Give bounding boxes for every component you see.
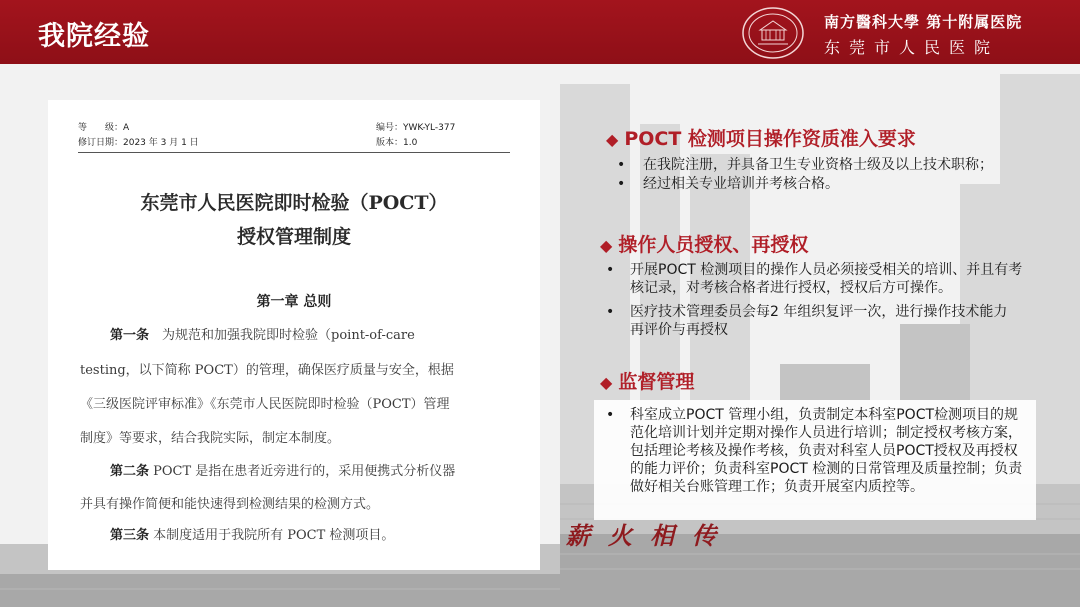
doc-body-line: testing，以下简称 POCT）的管理，确保医疗质量与安全，根据 bbox=[80, 363, 454, 378]
bullet-text: 科室成立POCT 管理小组，负责制定本科室POCT检测项目的规范化培训计划并定期对操作人员进行培训；制定授权考核方案，包括理论考核及操作考核，负责对科室人员POCT授权及再授权的能力评价；负责科室POCT 检测的日常管理及质量控制；负责做好相关台账管理工作；负责开展室内质控等。 bbox=[630, 407, 1023, 495]
hospital-name-line1: 南方醫科大學 第十附属医院 bbox=[824, 13, 1023, 31]
motto-calligraphy: 薪火相传 bbox=[566, 521, 734, 550]
bullet-dot-icon: • bbox=[606, 407, 615, 423]
page-title: 我院经验 bbox=[38, 21, 150, 52]
doc-body-line: 第三条 本制度适用于我院所有 POCT 检测项目。 bbox=[110, 528, 395, 543]
policy-document-image bbox=[48, 100, 540, 570]
section-heading-qualification: ◆ POCT 检测项目操作资质准入要求 bbox=[606, 128, 916, 150]
bullet-text: 医疗技术管理委员会每2 年组织复评一次，进行操作技术能力再评价与再授权 bbox=[630, 304, 1008, 338]
bullet-dot-icon: • bbox=[606, 262, 615, 278]
doc-title-line2: 授权管理制度 bbox=[236, 226, 351, 248]
doc-body-line: 制度》等要求，结合我院实际，制定本制度。 bbox=[80, 431, 341, 446]
doc-revision-date: 修订日期：2023 年 3 月 1 日 bbox=[78, 138, 199, 148]
bullet-dot-icon: • bbox=[606, 304, 615, 320]
diamond-icon: ◆ bbox=[600, 236, 613, 255]
header-bar bbox=[0, 0, 1080, 64]
doc-body-line: 第一条 为规范和加强我院即时检验（point-of-care bbox=[110, 328, 415, 343]
bullet-dot-icon: • bbox=[617, 157, 626, 173]
bullet-text: 开展POCT 检测项目的操作人员必须接受相关的培训、并且有考核记录，对考核合格者进行授权，授权后方可操作。 bbox=[630, 262, 1023, 296]
doc-divider bbox=[78, 152, 510, 153]
doc-body-line: 《三级医院评审标准》《东莞市人民医院即时检验（POCT）管理 bbox=[80, 397, 450, 412]
hospital-name-line2: 东莞市人民医院 bbox=[824, 38, 1000, 57]
doc-version: 版本：1.0 bbox=[376, 138, 418, 148]
doc-number: 编号：YWK-YL-377 bbox=[376, 123, 456, 133]
doc-body-line: 第二条 POCT 是指在患者近旁进行的，采用便携式分析仪器 bbox=[110, 464, 456, 479]
doc-body-line: 并具有操作简便和能快速得到检测结果的检测方式。 bbox=[80, 497, 380, 512]
section-heading-authorization: ◆ 操作人员授权、再授权 bbox=[600, 234, 809, 256]
bullet-text: 在我院注册，并具备卫生专业资格士级及以上技术职称； bbox=[643, 157, 993, 173]
doc-title-line1: 东莞市人民医院即时检验（POCT） bbox=[140, 192, 448, 214]
bullet-dot-icon: • bbox=[617, 176, 626, 192]
hospital-seal-logo bbox=[740, 6, 806, 60]
doc-chapter-heading: 第一章 总则 bbox=[256, 294, 332, 310]
diamond-icon: ◆ bbox=[606, 130, 619, 149]
doc-grade: 等 级：A bbox=[78, 123, 130, 133]
section-heading-supervision: ◆ 监督管理 bbox=[600, 371, 695, 393]
diamond-icon: ◆ bbox=[600, 373, 613, 392]
bullet-text: 经过相关专业培训并考核合格。 bbox=[643, 176, 839, 192]
